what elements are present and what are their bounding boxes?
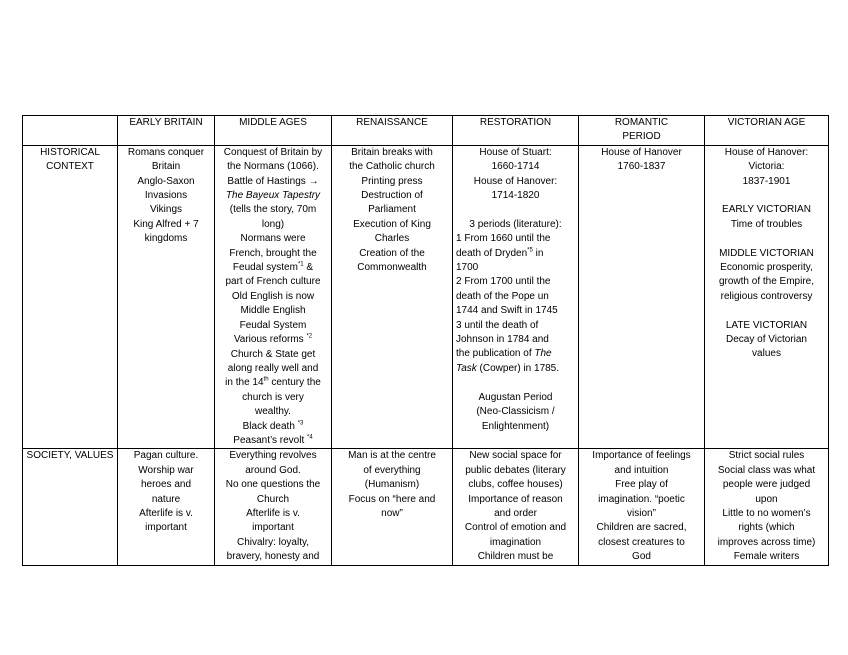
cell-line: House of Hanover <box>601 146 682 158</box>
cell-line: Female writers <box>733 551 800 563</box>
cell-line: 1700 <box>456 262 479 274</box>
header-early-britain: EARLY BRITAIN <box>118 116 215 146</box>
cell-restoration-history <box>453 145 579 449</box>
cell-line: Britain <box>151 161 181 173</box>
line-text: Peasant’s revolt <box>233 434 308 446</box>
spacer <box>456 203 575 217</box>
spacer <box>708 232 825 246</box>
spacer <box>708 189 825 203</box>
cell-line: along really well and <box>227 362 319 374</box>
cell-line: Printing press <box>361 175 423 187</box>
cell-line: values <box>752 348 781 360</box>
cell-line <box>218 376 328 390</box>
cell-line: Commonwealth <box>357 262 427 274</box>
cell-line: Free play of <box>615 479 668 491</box>
cell-line: MIDDLE VICTORIAN <box>719 247 814 259</box>
cell-line: Decay of Victorian <box>726 334 807 346</box>
cell-line: bravery, honesty and <box>226 551 320 563</box>
cell-line: Importance of reason <box>468 493 563 505</box>
cell-line: 1 From 1660 until the <box>456 233 551 245</box>
cell-renaissance-society <box>332 449 453 565</box>
cell-line: Execution of King <box>353 218 431 230</box>
cell-line: 1660-1714 <box>491 161 540 173</box>
cell-line: Parliament <box>368 204 416 216</box>
cell-line: 3 periods (literature): <box>469 218 562 230</box>
cell-line: Afterlife is v. <box>139 507 193 519</box>
bayeux-tapestry-title: The Bayeux Tapestry <box>225 190 321 202</box>
cell-line: religious controversy <box>720 290 813 302</box>
cell-line: Normans were <box>240 233 306 245</box>
cell-line: Everything revolves <box>229 450 317 462</box>
cell-line: Chivalry: loyalty, <box>236 536 310 548</box>
cell-line: House of Stuart: <box>479 146 552 158</box>
cell-line: death of the Pope un <box>456 290 549 302</box>
cell-line: Vikings <box>149 204 183 216</box>
cell-line: Children must be <box>477 551 554 563</box>
cell-early-britain-history <box>118 145 215 449</box>
table-row <box>23 449 829 565</box>
header-restoration: RESTORATION <box>453 116 579 146</box>
cell-middle-ages-society <box>215 449 332 565</box>
cell-line: CONTEXT <box>46 161 94 173</box>
line-text: Various reforms <box>233 334 307 346</box>
cell-line: Afterlife is v. <box>246 507 300 519</box>
header-victorian-age: VICTORIAN AGE <box>705 116 829 146</box>
cell-line: House of Hanover: <box>724 146 809 158</box>
row-label-historical-context <box>23 145 118 449</box>
cell-line: imagination. “poetic <box>598 493 685 505</box>
cell-line: French, brought the <box>229 247 317 259</box>
cell-line: EARLY VICTORIAN <box>722 204 811 216</box>
line-text: Black death <box>242 420 298 432</box>
the-task-title: Task <box>456 362 477 374</box>
cell-line: Britain breaks with <box>351 146 433 158</box>
cell-line: Importance of feelings <box>592 450 691 462</box>
cell-line: and order <box>494 507 537 519</box>
cell-line: nature <box>151 493 181 505</box>
the-task-title: The <box>534 348 552 360</box>
cell-restoration-society <box>453 449 579 565</box>
cell-line: imagination <box>489 536 542 548</box>
cell-victorian-society <box>705 449 829 565</box>
cell-middle-ages-history <box>215 145 332 449</box>
cell-line: around God. <box>245 464 301 476</box>
cell-line: Old English is now <box>231 290 315 302</box>
cell-victorian-history <box>705 145 829 449</box>
cell-line: Focus on “here and <box>348 493 436 505</box>
row-label-society-values <box>23 449 118 565</box>
cell-line: SOCIETY, VALUES <box>26 450 114 462</box>
cell-line: 1760-1837 <box>617 161 666 173</box>
cell-early-britain-society <box>118 449 215 565</box>
cell-line: now” <box>381 507 403 519</box>
cell-line: LATE VICTORIAN <box>725 319 808 331</box>
header-middle-ages: MIDDLE AGES <box>215 116 332 146</box>
cell-line <box>218 333 328 347</box>
header-romantic-period <box>579 116 705 146</box>
cell-line: vision” <box>627 507 656 519</box>
cell-line: Social class was what <box>717 464 816 476</box>
cell-line: No one questions the <box>225 479 321 491</box>
ordinal-suffix: th <box>263 376 269 383</box>
cell-line: the Normans (1066). <box>227 161 319 173</box>
cell-line: HISTORICAL <box>40 146 100 158</box>
footnote-marker: *3 <box>297 420 304 427</box>
cell-romantic-history <box>579 145 705 449</box>
cell-line: Conquest of Britain by <box>223 146 323 158</box>
cell-line: part of French culture <box>225 276 321 288</box>
footnote-marker: *4 <box>307 434 313 441</box>
table-row <box>23 145 829 449</box>
cell-line: 3 until the death of <box>456 319 539 331</box>
cell-line: Romans conquer <box>127 146 205 158</box>
cell-line: and intuition <box>614 464 669 476</box>
cell-line: wealthy. <box>255 406 291 418</box>
header-line: ROMANTIC <box>614 117 669 128</box>
cell-line: House of Hanover: <box>473 175 558 187</box>
cell-line: Control of emotion and <box>464 522 567 534</box>
cell-line: Church & State get <box>230 348 316 360</box>
header-renaissance: RENAISSANCE <box>332 116 453 146</box>
header-line: PERIOD <box>622 131 661 143</box>
cell-line: growth of the Empire, <box>718 276 815 288</box>
line-text: (Cowper) in 1785. <box>476 362 560 374</box>
cell-line: God <box>632 551 651 563</box>
cell-line: rights (which <box>738 522 795 534</box>
header-corner <box>23 116 118 146</box>
cell-line: Worship war <box>138 464 194 476</box>
cell-renaissance-history <box>332 145 453 449</box>
line-text: & <box>303 262 314 274</box>
cell-line: long) <box>261 218 285 230</box>
cell-line: public debates (literary <box>465 464 566 476</box>
cell-line: heroes and <box>140 479 192 491</box>
cell-line: important <box>145 522 187 534</box>
cell-line: Creation of the <box>359 247 425 259</box>
cell-line: Little to no women’s <box>722 507 811 519</box>
cell-line: Man is at the centre <box>348 450 436 462</box>
cell-line: Time of troubles <box>730 218 803 230</box>
footnote-marker: *2 <box>306 333 313 340</box>
cell-line: (Neo-Classicism / <box>476 406 555 418</box>
cell-line: Church <box>256 493 290 505</box>
cell-line: of everything <box>363 464 421 476</box>
cell-line <box>218 434 328 448</box>
cell-line: (tells the story, 70m <box>229 204 317 216</box>
cell-line: clubs, coffee houses) <box>468 479 563 491</box>
cell-line: New social space for <box>469 450 562 462</box>
cell-line: 1744 and Swift in 1745 <box>456 305 558 317</box>
line-text: death of Dryden <box>456 247 528 259</box>
header-row <box>23 116 829 146</box>
cell-line: King Alfred + 7 <box>133 218 199 230</box>
cell-line: improves across time) <box>717 536 816 548</box>
cell-line: Pagan culture. <box>133 450 199 462</box>
line-text: the publication of <box>456 348 535 360</box>
cell-line <box>218 261 328 275</box>
line-text: in the 14 <box>225 377 264 389</box>
cell-line: Augustan Period <box>478 391 553 403</box>
cell-line <box>456 247 575 261</box>
cell-line: Feudal System <box>239 319 307 331</box>
line-text: in <box>532 247 544 259</box>
cell-line: Middle English <box>240 305 306 317</box>
cell-line: important <box>252 522 294 534</box>
cell-line: (Humanism) <box>364 479 420 491</box>
literature-periods-table <box>22 115 829 566</box>
cell-line: Victoria: <box>748 161 785 173</box>
cell-line: 1714-1820 <box>491 190 540 202</box>
cell-line: Economic prosperity, <box>720 262 813 274</box>
cell-line: Charles <box>374 233 410 245</box>
cell-line <box>456 362 575 376</box>
cell-line: 1837-1901 <box>742 175 791 187</box>
cell-line: closest creatures to <box>598 536 685 548</box>
cell-line <box>456 347 575 361</box>
cell-line: people were judged <box>722 479 811 491</box>
footnote-marker: *1 <box>297 261 304 268</box>
cell-line: Invasions <box>144 190 188 202</box>
spacer <box>708 304 825 318</box>
cell-line: Destruction of <box>361 190 423 202</box>
cell-line: 2 From 1700 until the <box>456 276 551 288</box>
line-text: century the <box>268 377 321 389</box>
cell-line: Anglo-Saxon <box>137 175 195 187</box>
line-text: Feudal system <box>232 262 298 274</box>
cell-line: Strict social rules <box>728 450 805 462</box>
cell-line: Enlightenment) <box>481 420 550 432</box>
cell-line: kingdoms <box>144 233 188 245</box>
cell-line: Battle of Hastings → <box>227 175 319 187</box>
cell-line <box>218 420 328 434</box>
cell-line: church is very <box>242 391 304 403</box>
spacer <box>456 376 575 390</box>
cell-line: upon <box>755 493 778 505</box>
cell-line: Children are sacred, <box>596 522 687 534</box>
cell-line: Johnson in 1784 and <box>456 334 549 346</box>
cell-line <box>218 189 328 203</box>
cell-romantic-society <box>579 449 705 565</box>
cell-line: the Catholic church <box>349 161 435 173</box>
footnote-marker: *5 <box>527 247 533 254</box>
